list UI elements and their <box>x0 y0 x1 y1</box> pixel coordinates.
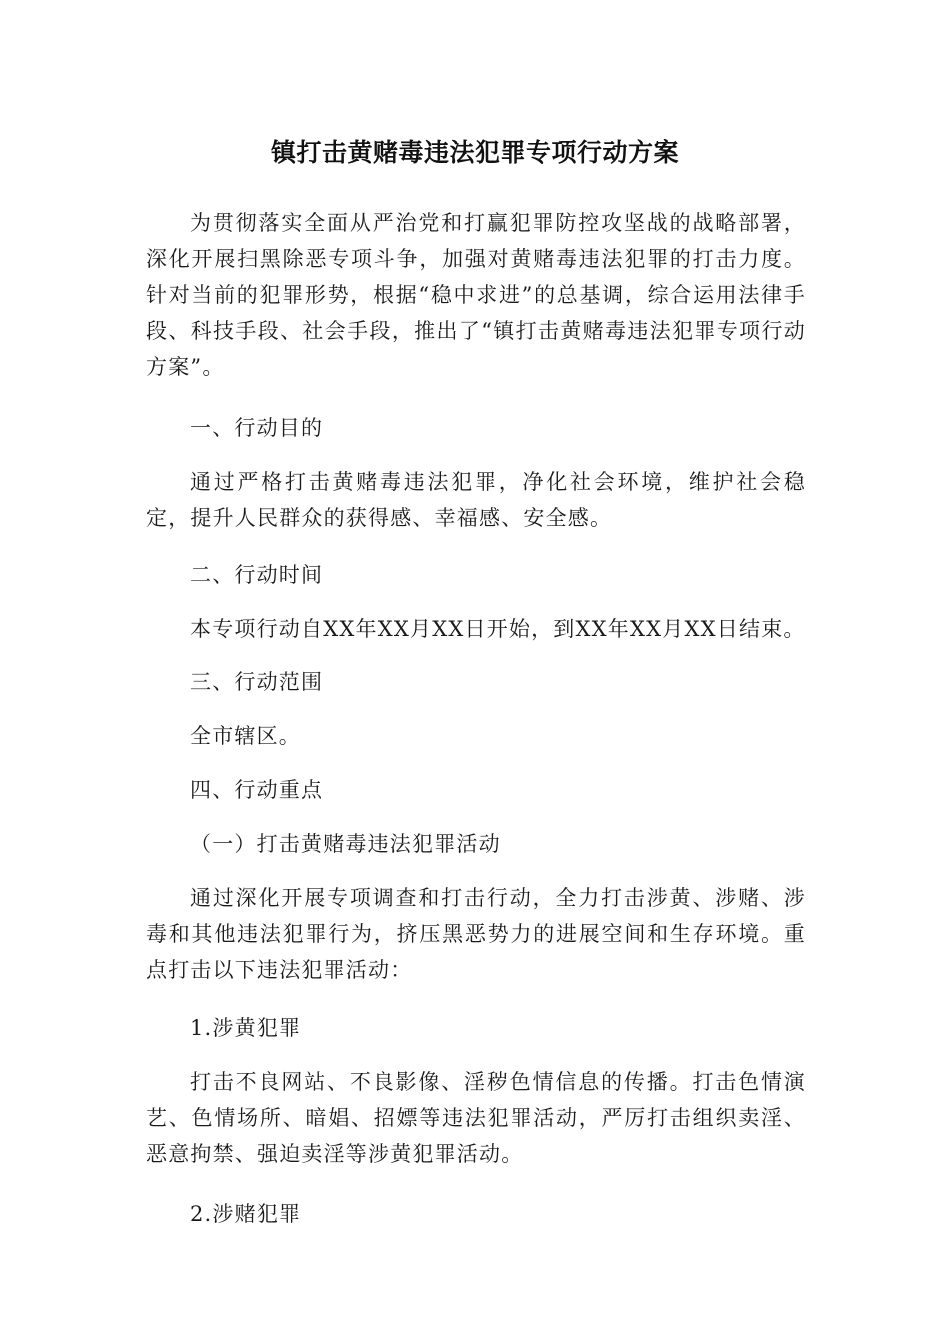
subsection-body: 通过深化开展专项调查和打击行动，全力打击涉黄、涉赌、涉毒和其他违法犯罪行为，挤压黑恶势力的进展空间和生存环境。重点打击以下违法犯罪活动： <box>146 886 806 982</box>
section-body-time: 本专项行动自XX年XX月XX日开始，到XX年XX月XX日结束。 <box>190 617 806 641</box>
section-heading-time: 二、行动时间 <box>190 563 324 587</box>
section-body-purpose: 通过严格打击黄赌毒违法犯罪，净化社会环境，维护社会稳定，提升人民群众的获得感、幸福感、安全感。 <box>146 470 806 530</box>
intro-paragraph: 为贯彻落实全面从严治党和打赢犯罪防控攻坚战的战略部署，深化开展扫黑除恶专项斗争，加强对黄赌毒违法犯罪的打击力度。针对当前的犯罪形势，根据“稳中求进”的总基调，综合运用法律手段、科技手段、社会手段，推出了“镇打击黄赌毒违法犯罪专项行动方案”。 <box>146 211 806 379</box>
subsection-heading: （一）打击黄赌毒违法犯罪活动 <box>190 832 501 856</box>
section-body-scope: 全市辖区。 <box>190 724 301 748</box>
item-body-porn: 打击不良网站、不良影像、淫秽色情信息的传播。打击色情演艺、色情场所、暗娼、招嫖等违法犯罪活动，严厉打击组织卖淫、恶意拘禁、强迫卖淫等涉黄犯罪活动。 <box>146 1070 806 1166</box>
document-title: 镇打击黄赌毒违法犯罪专项行动方案 <box>270 138 679 167</box>
section-heading-purpose: 一、行动目的 <box>190 416 324 440</box>
section-heading-scope: 三、行动范围 <box>190 670 324 694</box>
item-heading-porn: 1.涉黄犯罪 <box>190 1016 302 1040</box>
item-heading-gambling: 2.涉赌犯罪 <box>190 1202 302 1226</box>
section-heading-focus: 四、行动重点 <box>190 778 324 802</box>
